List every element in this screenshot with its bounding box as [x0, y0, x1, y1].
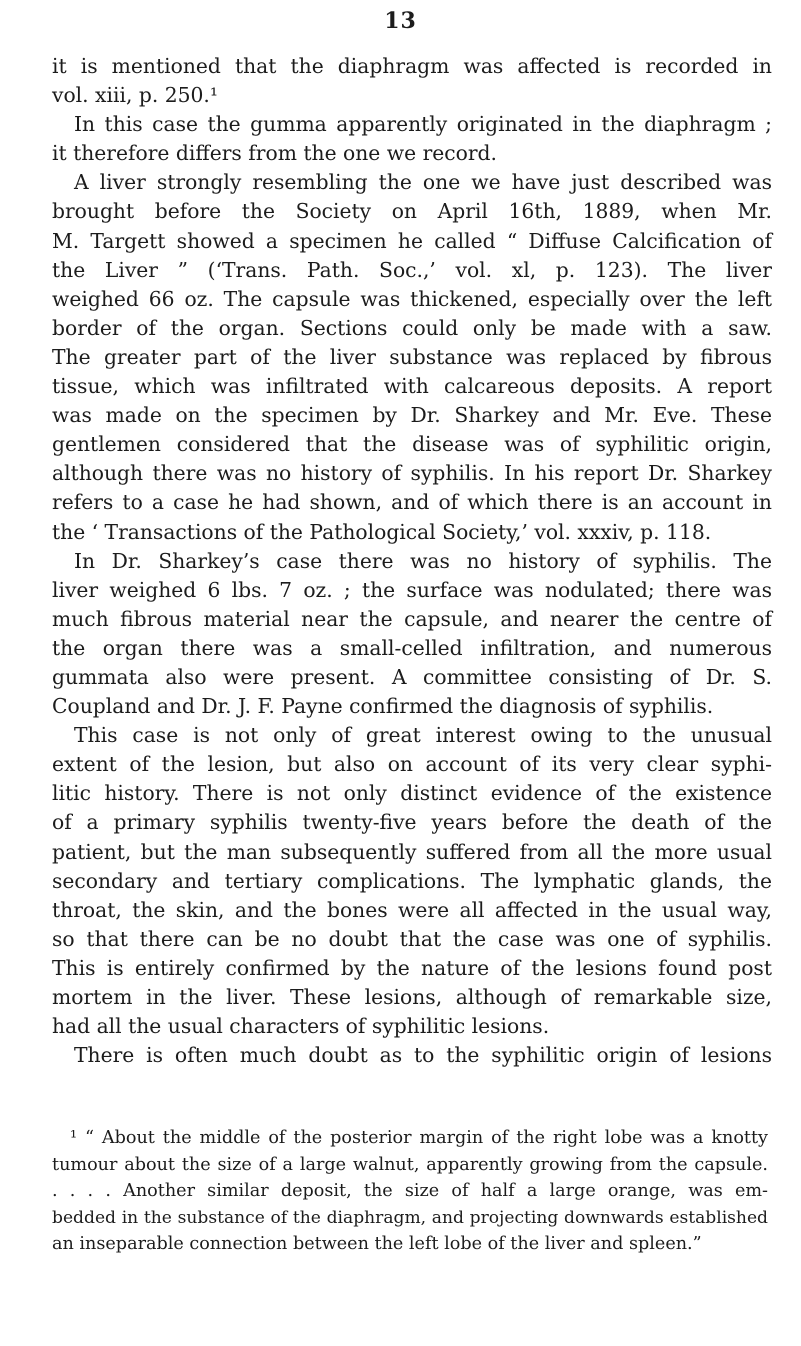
body-line: much fibrous material near the capsule, and nearer the centre of	[52, 606, 772, 631]
body-line: weighed 66 oz. The capsule was thickened, especially over the left	[52, 286, 772, 311]
body-line: brought before the Society on April 16th, 1889, when Mr.	[52, 199, 772, 224]
body-line: patient, but the man subsequently suffered from all the more usual	[52, 839, 772, 864]
body-line: This case is not only of great interest owing to the unusual	[74, 723, 772, 748]
body-line: litic history. There is not only distinct evidence of the existence	[52, 781, 772, 806]
footnote-line: tumour about the size of a large walnut, apparently growing from the capsule.	[52, 1154, 768, 1175]
footnote-line: an inseparable connection between the left lobe of the liver and spleen.”	[52, 1234, 702, 1254]
body-text	[52, 52, 772, 1070]
footnote-line: bedded in the substance of the diaphragm, and projecting downwards established	[52, 1207, 768, 1228]
body-line: extent of the lesion, but also on account of its very clear syphi-	[52, 752, 772, 777]
body-line: mortem in the liver. These lesions, although of remarkable size,	[52, 985, 772, 1009]
body-line: had all the usual characters of syphilitic lesions.	[52, 1014, 550, 1039]
footnote	[52, 1125, 768, 1258]
body-line: although there was no history of syphilis. In his report Dr. Sharkey	[52, 461, 772, 486]
body-line: In Dr. Sharkey’s case there was no history of syphilis. The	[74, 548, 772, 573]
body-line: There is often much doubt as to the syphilitic origin of lesions	[74, 1043, 772, 1068]
body-line: it therefore differs from the one we record.	[52, 141, 497, 166]
body-line: A liver strongly resembling the one we have just described was	[74, 170, 772, 195]
page-number: 13	[384, 8, 417, 34]
body-line: M. Targett showed a specimen he called “ Diffuse Calcification of	[52, 228, 772, 253]
body-line: was made on the specimen by Dr. Sharkey and Mr. Eve. These	[52, 403, 772, 428]
body-line: so that there can be no doubt that the case was one of syphilis.	[52, 926, 772, 951]
body-line: throat, the skin, and the bones were all affected in the usual way,	[52, 897, 772, 922]
body-line: border of the organ. Sections could only be made with a saw.	[52, 315, 772, 340]
body-line: the Liver ” (‘Trans. Path. Soc.,’ vol. xl, p. 123). The liver	[52, 257, 772, 282]
body-line: secondary and tertiary complications. The lymphatic glands, the	[52, 868, 772, 893]
body-line: of a primary syphilis twenty-five years before the death of the	[52, 810, 772, 835]
body-line: This is entirely confirmed by the nature of the lesions found post	[52, 955, 772, 980]
body-line: In this case the gumma apparently originated in the diaphragm ;	[74, 112, 772, 137]
body-line: tissue, which was infiltrated with calcareous deposits. A report	[52, 374, 772, 399]
body-line: gummata also were present. A committee consisting of Dr. S.	[52, 664, 772, 689]
footnote-line: . . . . Another similar deposit, the size of half a large orange, was em-	[52, 1181, 768, 1201]
body-line: refers to a case he had shown, and of which there is an account in	[52, 490, 772, 515]
body-line: gentlemen considered that the disease was of syphilitic origin,	[52, 432, 772, 457]
body-line: liver weighed 6 lbs. 7 oz. ; the surface was nodulated; there was	[52, 577, 772, 602]
body-line: it is mentioned that the diaphragm was affected is recorded in	[52, 54, 772, 78]
body-line: the ‘ Transactions of the Pathological Society,’ vol. xxxiv, p. 118.	[52, 519, 712, 544]
body-line: the organ there was a small-celled infiltration, and numerous	[52, 635, 772, 660]
body-line: vol. xiii, p. 250.¹	[52, 83, 219, 108]
body-line: The greater part of the liver substance was replaced by fibrous	[52, 344, 772, 369]
body-line: Coupland and Dr. J. F. Payne confirmed the diagnosis of syphilis.	[52, 694, 714, 719]
footnote-line: ¹ “ About the middle of the posterior margin of the right lobe was a knotty	[70, 1128, 768, 1148]
